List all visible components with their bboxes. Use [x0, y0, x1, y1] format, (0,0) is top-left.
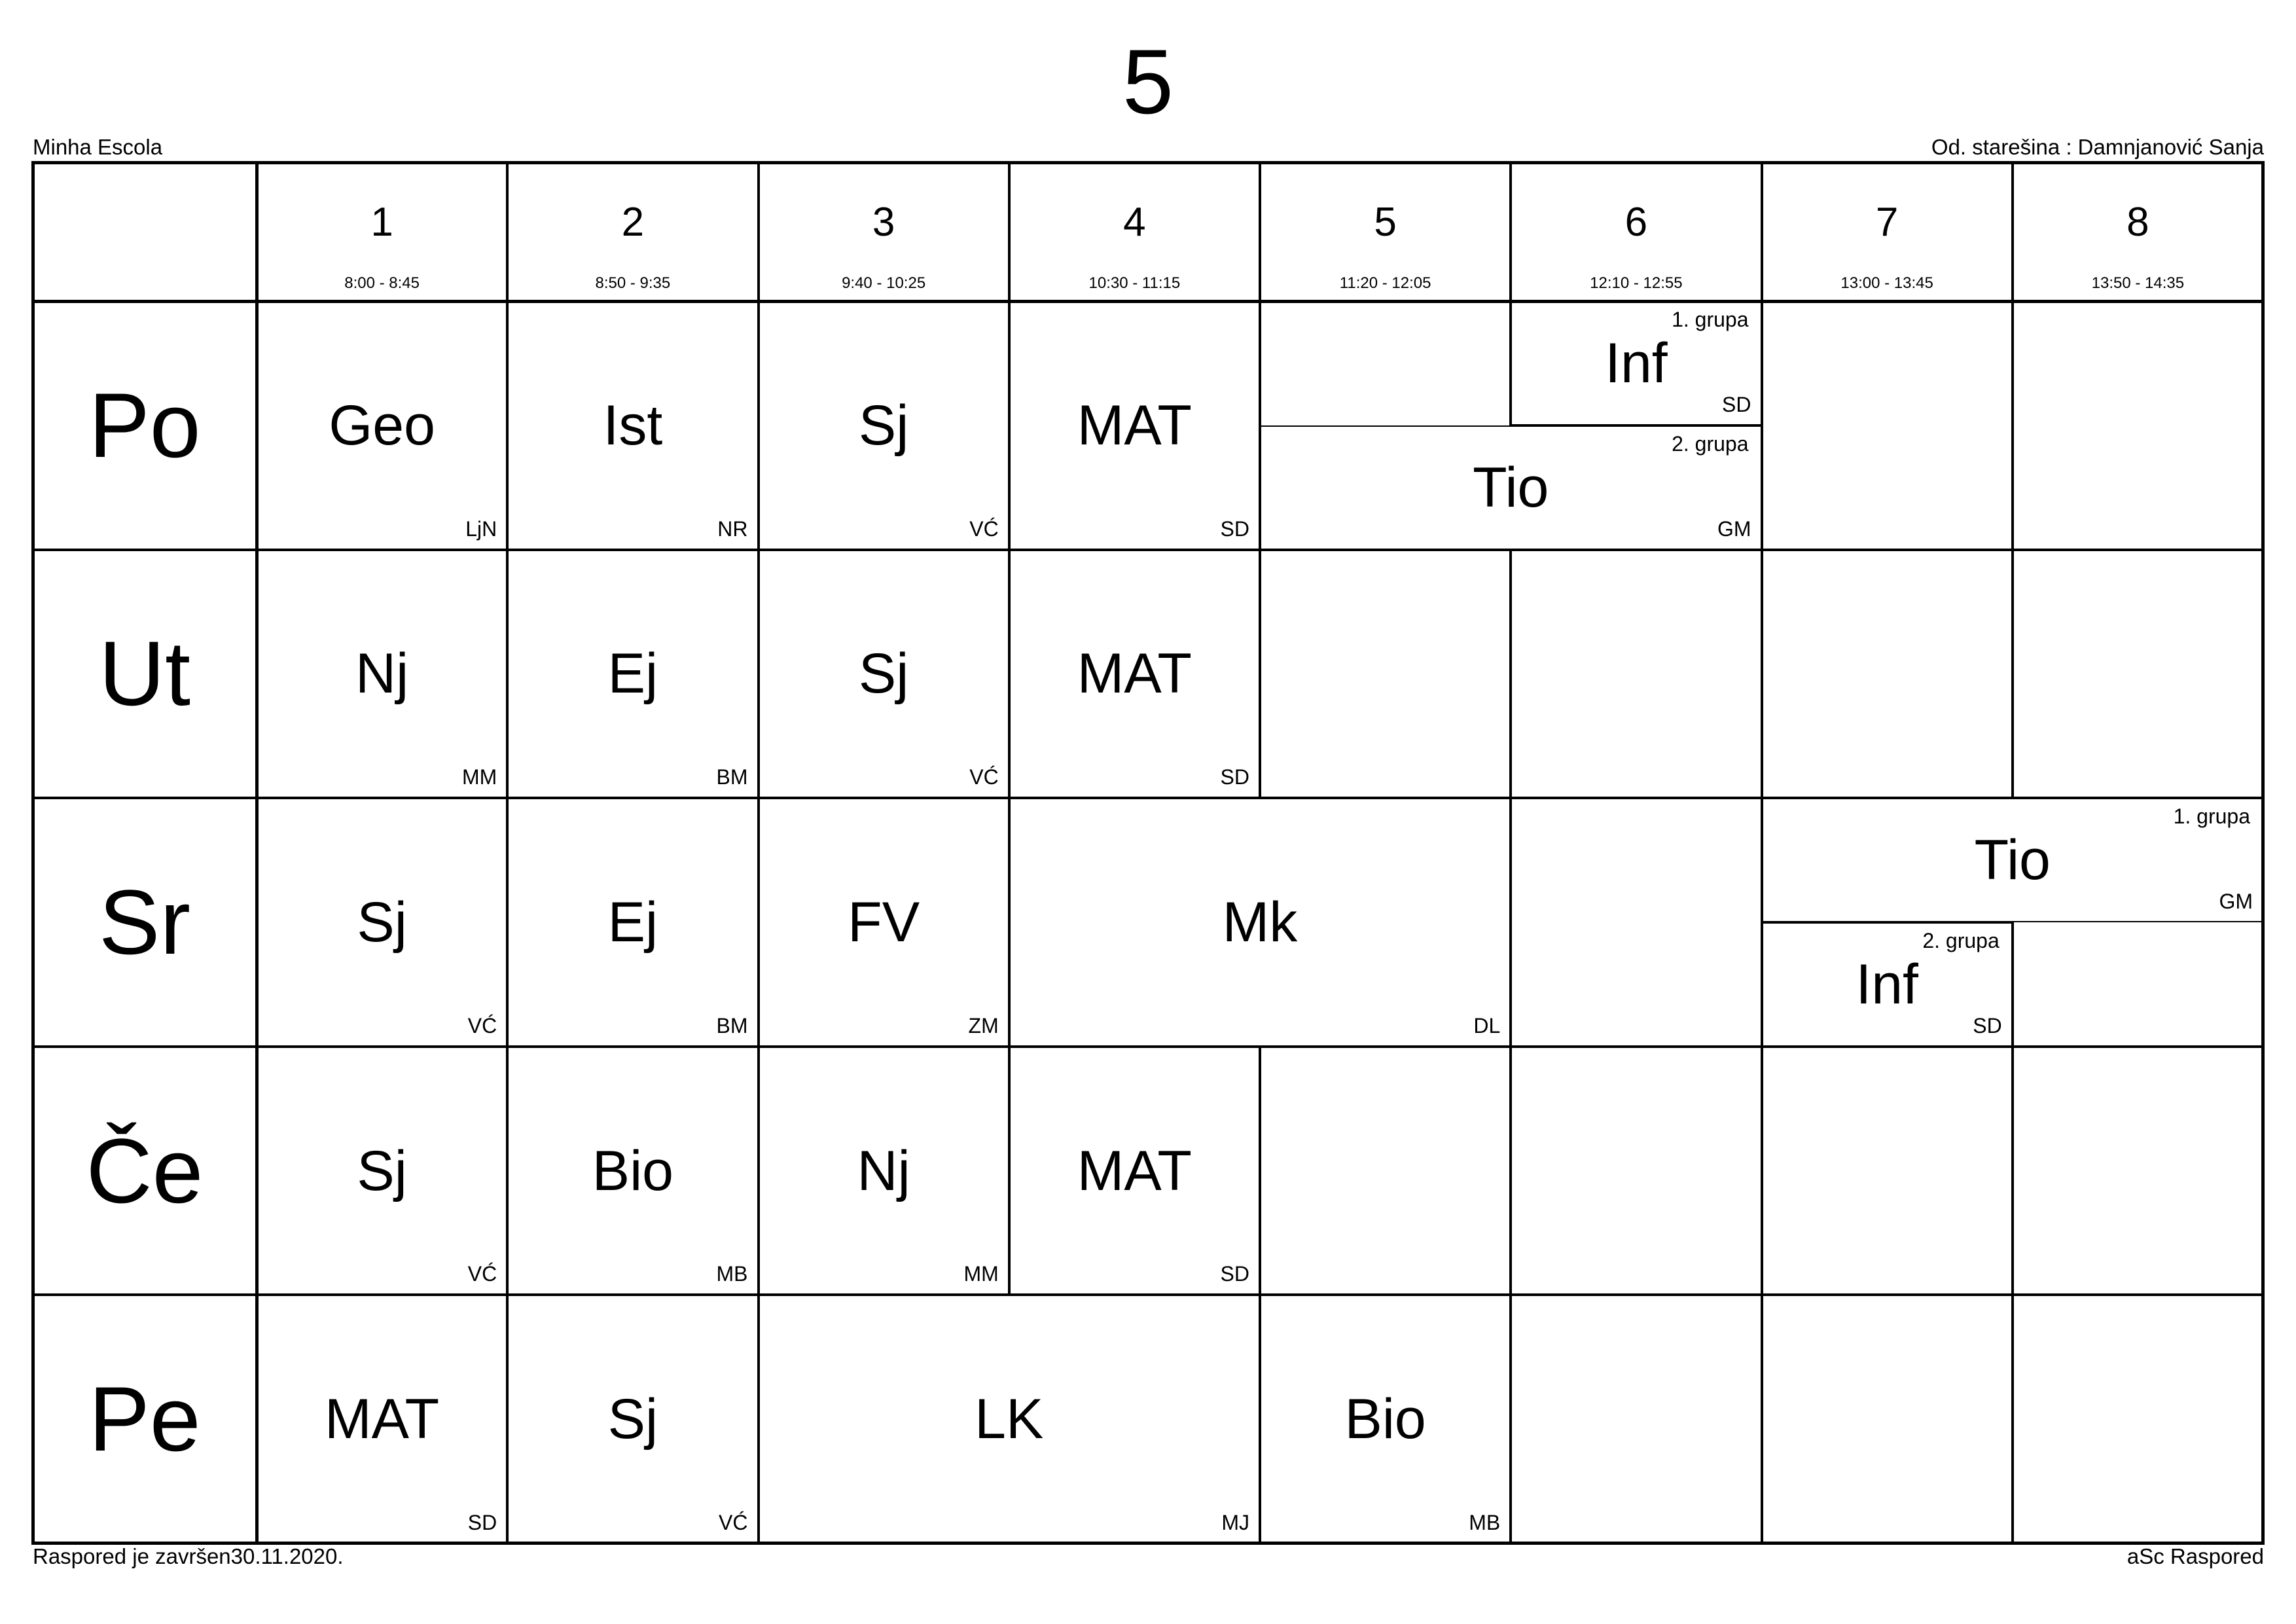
- period-time: 9:40 - 10:25: [842, 274, 926, 292]
- period-number: 7: [1875, 200, 1899, 245]
- lesson-teacher: SD: [467, 1510, 497, 1534]
- lesson-cell[interactable]: [759, 1047, 1009, 1295]
- period-time: 12:10 - 12:55: [1590, 274, 1683, 292]
- lesson-cell[interactable]: [1009, 301, 1260, 550]
- footer-software: aSc Raspored: [2126, 1544, 2264, 1568]
- empty-slot: [1762, 550, 2013, 799]
- empty-slot: [1511, 798, 1761, 1047]
- day-label-cell: [33, 301, 257, 550]
- period-number: 1: [370, 200, 393, 245]
- lesson-subject: LK: [975, 1388, 1044, 1451]
- lesson-cell[interactable]: [759, 1295, 1261, 1543]
- lesson-cell[interactable]: [1762, 798, 2264, 922]
- lesson-subject: Inf: [1605, 331, 1668, 395]
- lesson-cell[interactable]: [1260, 425, 1762, 550]
- empty-slot: [1762, 1047, 2013, 1295]
- lesson-teacher: SD: [1220, 765, 1249, 789]
- day-column-divider: [255, 162, 259, 1543]
- empty-slot: [1511, 1047, 1761, 1295]
- lesson-cell[interactable]: [507, 798, 758, 1047]
- period-number: 3: [872, 200, 895, 245]
- day-label: Po: [88, 373, 201, 477]
- lesson-subject: Nj: [857, 1139, 910, 1202]
- period-header: [1009, 162, 1260, 301]
- lesson-cell[interactable]: [759, 798, 1009, 1047]
- empty-slot: [2013, 301, 2263, 550]
- lesson-cell[interactable]: [507, 301, 758, 550]
- lesson-cell[interactable]: [507, 550, 758, 799]
- lesson-cell[interactable]: [759, 550, 1009, 799]
- lesson-teacher: SD: [1220, 1262, 1249, 1286]
- lesson-teacher: VĆ: [969, 516, 999, 541]
- lesson-teacher: SD: [1973, 1013, 2002, 1038]
- lesson-teacher: VĆ: [467, 1262, 497, 1286]
- lesson-cell[interactable]: [257, 301, 507, 550]
- lesson-subject: Mk: [1222, 890, 1298, 954]
- period-time: 8:50 - 9:35: [595, 274, 671, 292]
- lesson-teacher: GM: [2219, 889, 2253, 913]
- period-header: [1260, 162, 1511, 301]
- lesson-teacher: MB: [1469, 1510, 1501, 1534]
- lesson-subject: MAT: [1077, 642, 1192, 706]
- period-time: 8:00 - 8:45: [344, 274, 420, 292]
- lesson-teacher: BM: [716, 1013, 748, 1038]
- lesson-group: 2. grupa: [1672, 431, 1749, 456]
- lesson-subject: MAT: [1077, 393, 1192, 457]
- lesson-teacher: LjN: [465, 516, 497, 541]
- lesson-teacher: VĆ: [969, 765, 999, 789]
- day-label: Pe: [88, 1367, 201, 1471]
- lesson-cell[interactable]: [1762, 922, 2013, 1047]
- lesson-teacher: BM: [716, 765, 748, 789]
- lesson-cell[interactable]: [1009, 798, 1511, 1047]
- footer-completed-date: Raspored je završen30.11.2020.: [33, 1544, 344, 1568]
- lesson-teacher: VĆ: [467, 1013, 497, 1038]
- period-header: [1511, 162, 1761, 301]
- lesson-cell[interactable]: [257, 798, 507, 1047]
- school-name: Minha Escola: [33, 135, 163, 159]
- day-label: Sr: [99, 870, 190, 973]
- period-number: 2: [621, 200, 645, 245]
- lesson-cell[interactable]: [257, 1295, 507, 1543]
- empty-slot: [1511, 1295, 1761, 1543]
- lesson-teacher: ZM: [968, 1013, 999, 1038]
- lesson-subject: Bio: [1344, 1388, 1426, 1451]
- lesson-group: 2. grupa: [1922, 929, 2000, 952]
- lesson-cell[interactable]: [1009, 1047, 1260, 1295]
- lesson-cell[interactable]: [507, 1295, 758, 1543]
- empty-slot: [2013, 550, 2263, 799]
- lesson-teacher: MM: [461, 765, 497, 789]
- lesson-teacher: SD: [1722, 392, 1751, 416]
- empty-slot: [1260, 1047, 1511, 1295]
- lesson-teacher: NR: [717, 516, 748, 541]
- lesson-cell[interactable]: [507, 1047, 758, 1295]
- lesson-subject: Sj: [858, 393, 909, 457]
- lesson-subject: Ej: [607, 642, 658, 706]
- lesson-group: 1. grupa: [1672, 308, 1749, 331]
- lesson-subject: Sj: [357, 890, 407, 954]
- period-header: [507, 162, 758, 301]
- empty-slot: [1762, 301, 2013, 550]
- lesson-subject: Sj: [357, 1139, 407, 1202]
- lesson-teacher: DL: [1473, 1013, 1501, 1038]
- lesson-teacher: MB: [716, 1262, 748, 1286]
- lesson-subject: MAT: [325, 1388, 440, 1451]
- class-teacher: Od. starešina : Damnjanović Sanja: [1931, 135, 2264, 159]
- empty-slot: [2013, 1295, 2263, 1543]
- empty-slot: [2013, 1047, 2263, 1295]
- lesson-subject: Inf: [1856, 952, 1918, 1016]
- lesson-teacher: SD: [1220, 516, 1249, 541]
- lesson-cell[interactable]: [759, 301, 1009, 550]
- day-label: Ut: [99, 622, 190, 725]
- day-label-cell: [33, 798, 257, 1047]
- lesson-subject: Geo: [329, 393, 435, 457]
- day-label: Če: [86, 1119, 204, 1222]
- corner-cell: [33, 162, 257, 301]
- page-title: 5: [1122, 30, 1174, 133]
- day-label-cell: [33, 1047, 257, 1295]
- day-label-cell: [33, 550, 257, 799]
- period-header: [759, 162, 1009, 301]
- period-time: 13:00 - 13:45: [1840, 274, 1933, 292]
- empty-slot: [1762, 1295, 2013, 1543]
- lesson-subject: Sj: [607, 1388, 658, 1451]
- lesson-subject: Tio: [1974, 829, 2051, 892]
- lesson-cell[interactable]: [1260, 1295, 1511, 1543]
- lesson-cell[interactable]: [257, 1047, 507, 1295]
- period-number: 8: [2126, 200, 2149, 245]
- lesson-subject: Sj: [858, 642, 909, 706]
- period-header: [1762, 162, 2013, 301]
- period-number: 4: [1123, 200, 1146, 245]
- lesson-teacher: MM: [963, 1262, 999, 1286]
- period-header: [257, 162, 507, 301]
- lesson-teacher: VĆ: [719, 1510, 748, 1534]
- period-time: 13:50 - 14:35: [2091, 274, 2185, 292]
- period-time: 10:30 - 11:15: [1088, 274, 1181, 292]
- empty-slot: [1260, 550, 1511, 799]
- lesson-subject: Nj: [355, 642, 409, 706]
- lesson-subject: FV: [848, 890, 920, 954]
- lesson-subject: Ist: [603, 393, 663, 457]
- lesson-group: 1. grupa: [2173, 804, 2250, 829]
- period-number: 5: [1374, 200, 1397, 245]
- lesson-cell[interactable]: [1511, 301, 1761, 425]
- period-time: 11:20 - 12:05: [1339, 274, 1431, 292]
- lesson-teacher: MJ: [1221, 1510, 1249, 1534]
- empty-slot: [1511, 550, 1761, 799]
- period-header: [2013, 162, 2263, 301]
- lesson-subject: MAT: [1077, 1139, 1192, 1202]
- lesson-teacher: GM: [1717, 516, 1751, 541]
- lesson-subject: Bio: [592, 1139, 674, 1202]
- lesson-cell[interactable]: [1009, 550, 1260, 799]
- header-row-divider: [33, 300, 2263, 303]
- lesson-subject: Tio: [1473, 456, 1549, 519]
- lesson-subject: Ej: [607, 890, 658, 954]
- lesson-cell[interactable]: [257, 550, 507, 799]
- day-label-cell: [33, 1295, 257, 1543]
- period-number: 6: [1624, 200, 1648, 245]
